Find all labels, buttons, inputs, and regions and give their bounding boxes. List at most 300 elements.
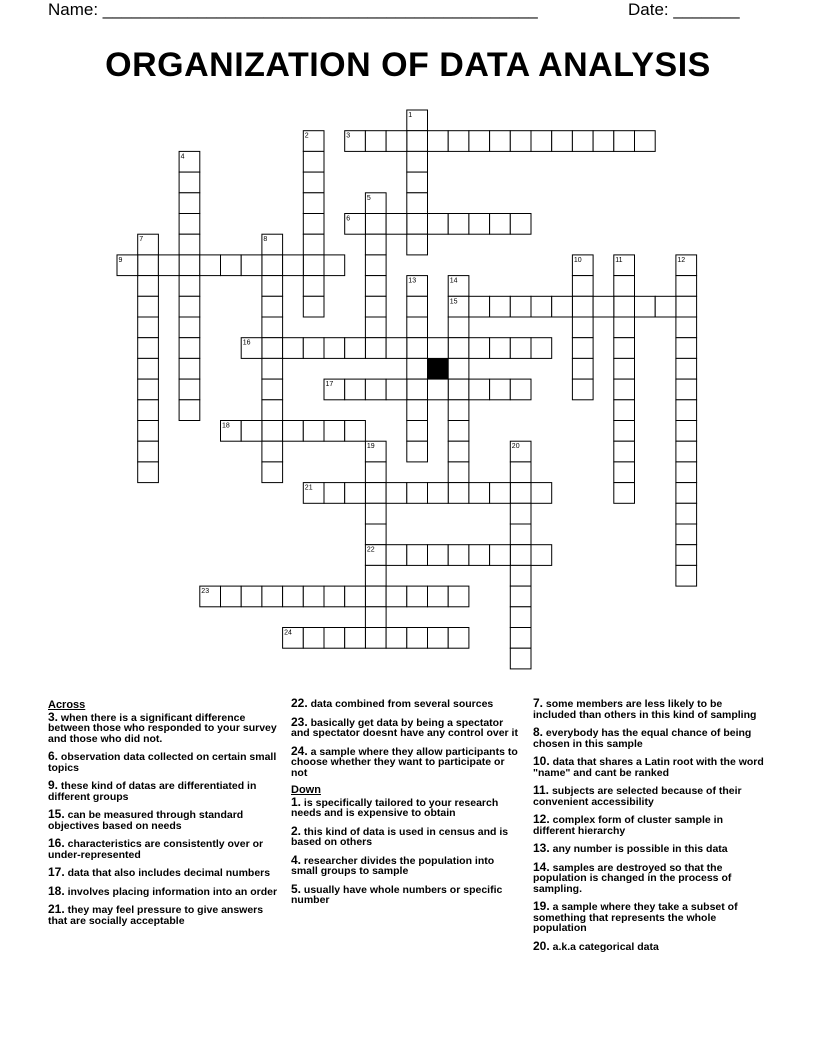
grid-cell[interactable] [428, 586, 449, 607]
grid-cell[interactable] [138, 338, 159, 359]
grid-cell[interactable] [676, 524, 697, 545]
grid-cell[interactable] [345, 483, 366, 504]
grid-cell[interactable] [510, 545, 531, 566]
clue-item [48, 780, 280, 802]
clue-item [533, 859, 765, 895]
grid-cell[interactable] [262, 358, 283, 379]
grid-cell[interactable] [510, 628, 531, 649]
clue-item [533, 698, 765, 720]
grid-cell[interactable] [635, 131, 656, 152]
grid-cell[interactable] [345, 338, 366, 359]
grid-cell[interactable] [676, 421, 697, 442]
clue-num: 21. [48, 902, 65, 916]
grid-cell[interactable] [510, 648, 531, 669]
grid-cell[interactable] [428, 214, 449, 235]
clue-number: 10 [573, 256, 582, 264]
grid-cell[interactable] [655, 296, 676, 317]
grid-cell[interactable] [303, 586, 324, 607]
grid-cell[interactable] [676, 400, 697, 421]
grid-cell[interactable] [365, 317, 386, 338]
grid-cell[interactable] [407, 628, 428, 649]
grid-cell[interactable] [407, 338, 428, 359]
grid-cell[interactable] [407, 421, 428, 442]
grid-cell[interactable] [200, 255, 221, 276]
grid-cell[interactable] [469, 131, 490, 152]
grid-cell[interactable] [262, 338, 283, 359]
grid-cell[interactable] [614, 379, 635, 400]
clue-item [291, 852, 523, 877]
grid-cell[interactable] [303, 421, 324, 442]
grid-cell[interactable] [407, 296, 428, 317]
clue-number: 15 [449, 298, 458, 306]
grid-cell[interactable] [365, 628, 386, 649]
clue-number: 13 [408, 277, 417, 285]
grid-cell[interactable] [469, 483, 490, 504]
clue-text: these kind of datas are differentiated in different groups [48, 780, 257, 803]
clue-column-1 [48, 698, 280, 933]
grid-cell[interactable] [365, 503, 386, 524]
grid-cell[interactable] [676, 545, 697, 566]
grid-cell[interactable] [572, 358, 593, 379]
clue-text: observation data collected on certain small topics [48, 751, 277, 774]
clue-item [291, 794, 523, 819]
grid-cell[interactable] [386, 214, 407, 235]
grid-cell[interactable] [428, 131, 449, 152]
grid-cell[interactable] [510, 503, 531, 524]
grid-cell[interactable] [407, 214, 428, 235]
grid-cell[interactable] [614, 338, 635, 359]
grid-cell[interactable] [593, 296, 614, 317]
grid-cell[interactable] [365, 131, 386, 152]
grid-cell[interactable] [262, 276, 283, 297]
clue-item [533, 938, 765, 953]
grid-cell[interactable] [324, 483, 345, 504]
grid-cell[interactable] [179, 276, 200, 297]
grid-cell[interactable] [469, 214, 490, 235]
grid-cell[interactable] [614, 462, 635, 483]
grid-cell[interactable] [303, 276, 324, 297]
grid-cell[interactable] [531, 545, 552, 566]
clue-column-2 [291, 698, 523, 913]
grid-cell[interactable] [179, 255, 200, 276]
grid-cell[interactable] [345, 628, 366, 649]
grid-cell[interactable] [262, 400, 283, 421]
clue-num: 4. [291, 852, 302, 867]
grid-cell[interactable] [138, 379, 159, 400]
clue-number: 12 [677, 256, 686, 264]
grid-cell[interactable] [262, 462, 283, 483]
clue-number: 20 [511, 443, 520, 451]
grid-cell[interactable] [510, 338, 531, 359]
clue-number: 11 [615, 256, 623, 264]
grid-cell[interactable] [283, 421, 304, 442]
grid-cell[interactable] [448, 441, 469, 462]
clue-num: 8. [533, 725, 544, 739]
grid-cell[interactable] [572, 379, 593, 400]
grid-cell[interactable] [490, 545, 511, 566]
grid-cell[interactable] [469, 296, 490, 317]
grid-cell[interactable] [138, 276, 159, 297]
grid-cell[interactable] [407, 234, 428, 255]
grid-cell[interactable] [510, 462, 531, 483]
clue-item [291, 714, 523, 739]
grid-cell[interactable] [365, 565, 386, 586]
grid-cell[interactable] [490, 214, 511, 235]
grid-cell[interactable] [469, 545, 490, 566]
grid-cell[interactable] [448, 545, 469, 566]
grid-cell[interactable] [510, 483, 531, 504]
clue-text: samples are destroyed so that the population is changed in the process of sampling. [533, 861, 732, 895]
grid-cell[interactable] [510, 607, 531, 628]
grid-cell[interactable] [552, 296, 573, 317]
clue-num: 11. [533, 783, 550, 797]
clue-item [291, 823, 523, 848]
grid-cell[interactable] [138, 441, 159, 462]
grid-cell[interactable] [614, 400, 635, 421]
grid-cell[interactable] [138, 296, 159, 317]
grid-cell[interactable] [221, 586, 242, 607]
clue-number: 3 [346, 132, 351, 140]
grid-cell[interactable] [676, 379, 697, 400]
clue-item [48, 809, 280, 831]
grid-cell[interactable] [407, 483, 428, 504]
grid-cell[interactable] [448, 462, 469, 483]
grid-cell[interactable] [262, 421, 283, 442]
grid-cell[interactable] [490, 338, 511, 359]
grid-cell[interactable] [407, 358, 428, 379]
grid-cell[interactable] [386, 483, 407, 504]
grid-cell[interactable] [324, 255, 345, 276]
grid-cell[interactable] [386, 338, 407, 359]
clue-text: subjects are selected because of their convenient accessibility [533, 785, 742, 808]
grid-cell[interactable] [490, 483, 511, 504]
grid-cell[interactable] [241, 421, 262, 442]
clue-num: 14. [533, 859, 550, 874]
grid-cell[interactable] [614, 421, 635, 442]
clue-text: a.k.a categorical data [549, 940, 659, 953]
grid-cell[interactable] [428, 483, 449, 504]
clue-number: 22 [366, 546, 375, 554]
grid-cell[interactable] [179, 317, 200, 338]
clue-item [48, 751, 280, 773]
grid-cell[interactable] [510, 586, 531, 607]
clue-item [533, 756, 765, 778]
grid-cell[interactable] [262, 441, 283, 462]
grid-cell[interactable] [407, 172, 428, 193]
grid-cell[interactable] [303, 628, 324, 649]
grid-cell[interactable] [490, 296, 511, 317]
clue-num: 18. [48, 883, 65, 898]
grid-cell[interactable] [676, 338, 697, 359]
grid-cell[interactable] [676, 441, 697, 462]
name-line: Name: ______________________________________________ [48, 0, 538, 19]
clue-number: 17 [325, 381, 334, 389]
clue-number: 6 [346, 215, 351, 223]
clue-number: 7 [139, 236, 144, 244]
grid-cell[interactable] [138, 358, 159, 379]
clue-num: 10. [533, 754, 550, 768]
grid-cell[interactable] [365, 255, 386, 276]
grid-cell[interactable] [262, 379, 283, 400]
grid-cell[interactable] [614, 276, 635, 297]
grid-cell[interactable] [365, 296, 386, 317]
clue-text: any number is possible in this data [549, 843, 728, 855]
clue-number: 16 [242, 339, 251, 347]
grid-cell[interactable] [386, 586, 407, 607]
grid-cell[interactable] [531, 338, 552, 359]
clue-text: usually have whole numbers or specific number [291, 883, 503, 906]
grid-cell[interactable] [365, 214, 386, 235]
grid-cell[interactable] [303, 172, 324, 193]
grid-cell[interactable] [448, 214, 469, 235]
grid-cell[interactable] [593, 131, 614, 152]
grid-cell[interactable] [138, 421, 159, 442]
down-heading: Down [291, 784, 321, 796]
date-line: Date: _______ [628, 0, 740, 19]
clue-item [291, 743, 523, 779]
grid-cell[interactable] [448, 628, 469, 649]
grid-cell[interactable] [303, 151, 324, 172]
grid-cell[interactable] [407, 545, 428, 566]
grid-cell[interactable] [490, 379, 511, 400]
grid-cell[interactable] [676, 296, 697, 317]
grid-cell[interactable] [365, 462, 386, 483]
grid-cell[interactable] [676, 483, 697, 504]
clue-text: involves placing information into an order [64, 885, 278, 898]
grid-cell[interactable] [510, 524, 531, 545]
grid-cell[interactable] [158, 255, 179, 276]
grid-cell[interactable] [324, 628, 345, 649]
grid-cell[interactable] [448, 586, 469, 607]
grid-cell[interactable] [365, 338, 386, 359]
grid-cell[interactable] [138, 400, 159, 421]
clue-text: a sample where they take a subset of something that represents the whole population [533, 901, 738, 934]
clue-column-3 [533, 698, 765, 959]
clue-text: when there is a significant difference between those who responded to your survey and those who did not. [48, 711, 277, 745]
grid-cell[interactable] [407, 400, 428, 421]
grid-cell[interactable] [572, 296, 593, 317]
grid-cell[interactable] [303, 234, 324, 255]
grid-cell[interactable] [614, 483, 635, 504]
grid-cell[interactable] [386, 131, 407, 152]
grid-cell[interactable] [572, 338, 593, 359]
grid-cell[interactable] [510, 296, 531, 317]
clue-text: is specifically tailored to your research needs and is expensive to obtain [291, 796, 499, 819]
clue-text: some members are less likely to be included than others in this kind of sampling [533, 698, 757, 721]
clue-num: 22. [291, 696, 308, 710]
grid-cell[interactable] [407, 131, 428, 152]
grid-cell[interactable] [510, 379, 531, 400]
grid-cell[interactable] [614, 296, 635, 317]
grid-cell[interactable] [448, 338, 469, 359]
grid-cell[interactable] [448, 358, 469, 379]
clue-item [48, 904, 280, 926]
grid-cell[interactable] [614, 441, 635, 462]
grid-cell[interactable] [324, 586, 345, 607]
grid-cell[interactable] [283, 255, 304, 276]
grid-cell[interactable] [448, 421, 469, 442]
grid-cell[interactable] [138, 255, 159, 276]
grid-cell[interactable] [262, 296, 283, 317]
grid-cell[interactable] [303, 255, 324, 276]
grid-cell[interactable] [510, 131, 531, 152]
grid-cell[interactable] [262, 255, 283, 276]
grid-cell[interactable] [407, 379, 428, 400]
grid-cell[interactable] [262, 586, 283, 607]
grid-cell[interactable] [448, 483, 469, 504]
grid-cell[interactable] [407, 151, 428, 172]
grid-cell[interactable] [179, 358, 200, 379]
grid-cell[interactable] [179, 400, 200, 421]
grid-cell[interactable] [572, 131, 593, 152]
clue-num: 15. [48, 807, 65, 821]
blocked-cell [428, 358, 449, 379]
grid-cell[interactable] [365, 483, 386, 504]
grid-cell[interactable] [676, 462, 697, 483]
grid-cell[interactable] [428, 545, 449, 566]
grid-cell[interactable] [365, 586, 386, 607]
grid-cell[interactable] [365, 524, 386, 545]
grid-cell[interactable] [531, 296, 552, 317]
grid-cell[interactable] [614, 131, 635, 152]
grid-cell[interactable] [448, 131, 469, 152]
grid-cell[interactable] [179, 379, 200, 400]
grid-cell[interactable] [303, 296, 324, 317]
clue-number: 8 [263, 236, 268, 244]
clue-number: 4 [180, 153, 185, 161]
clue-text: data that shares a Latin root with the word "name" and cant be ranked [533, 756, 764, 779]
clue-item [291, 881, 523, 906]
clue-num: 20. [533, 938, 550, 953]
grid-cell[interactable] [407, 317, 428, 338]
clue-item [48, 867, 280, 879]
grid-cell[interactable] [407, 441, 428, 462]
grid-cell[interactable] [407, 586, 428, 607]
grid-cell[interactable] [365, 607, 386, 628]
clue-num: 13. [533, 841, 550, 855]
grid-cell[interactable] [448, 379, 469, 400]
grid-cell[interactable] [572, 276, 593, 297]
clue-item [291, 698, 523, 710]
clue-num: 1. [291, 794, 302, 809]
grid-cell[interactable] [676, 503, 697, 524]
grid-cell[interactable] [138, 462, 159, 483]
across-heading: Across [48, 699, 86, 711]
grid-cell[interactable] [531, 131, 552, 152]
grid-cell[interactable] [179, 193, 200, 214]
clue-num: 19. [533, 899, 550, 913]
grid-cell[interactable] [676, 276, 697, 297]
clue-num: 12. [533, 812, 550, 826]
grid-cell[interactable] [510, 214, 531, 235]
grid-cell[interactable] [365, 234, 386, 255]
grid-cell[interactable] [324, 338, 345, 359]
grid-cell[interactable] [428, 338, 449, 359]
grid-cell[interactable] [386, 379, 407, 400]
clue-number: 9 [118, 256, 123, 264]
grid-cell[interactable] [138, 317, 159, 338]
grid-cell[interactable] [365, 379, 386, 400]
clue-number: 2 [304, 132, 309, 140]
grid-cell[interactable] [179, 234, 200, 255]
grid-cell[interactable] [552, 131, 573, 152]
grid-cell[interactable] [531, 483, 552, 504]
clue-item [48, 883, 280, 898]
grid-cell[interactable] [303, 214, 324, 235]
grid-cell[interactable] [407, 193, 428, 214]
grid-cell[interactable] [676, 565, 697, 586]
grid-cell[interactable] [614, 317, 635, 338]
grid-cell[interactable] [676, 317, 697, 338]
grid-cell[interactable] [490, 131, 511, 152]
grid-cell[interactable] [572, 317, 593, 338]
grid-cell[interactable] [635, 296, 656, 317]
clue-num: 23. [291, 714, 308, 729]
clue-text: basically get data by being a spectator and spectator doesnt have any control over it [291, 716, 518, 739]
grid-cell[interactable] [345, 586, 366, 607]
clue-number: 24 [284, 629, 292, 637]
grid-cell[interactable] [428, 379, 449, 400]
grid-cell[interactable] [179, 172, 200, 193]
grid-cell[interactable] [448, 317, 469, 338]
grid-cell[interactable] [365, 276, 386, 297]
clue-text: this kind of data is used in census and is based on others [291, 825, 509, 848]
clue-num: 16. [48, 836, 65, 850]
grid-cell[interactable] [386, 545, 407, 566]
grid-cell[interactable] [303, 193, 324, 214]
clue-number: 18 [222, 422, 230, 430]
grid-cell[interactable] [614, 358, 635, 379]
grid-cell[interactable] [221, 255, 242, 276]
grid-cell[interactable] [324, 421, 345, 442]
grid-cell[interactable] [283, 338, 304, 359]
grid-cell[interactable] [303, 338, 324, 359]
grid-cell[interactable] [469, 379, 490, 400]
clue-num: 7. [533, 696, 544, 710]
clue-number: 1 [408, 112, 413, 119]
clue-item [48, 838, 280, 860]
clue-text: data combined from several sources [307, 698, 494, 710]
clue-text: data that also includes decimal numbers [64, 867, 271, 879]
grid-cell[interactable] [428, 628, 449, 649]
grid-cell[interactable] [469, 338, 490, 359]
grid-cell[interactable] [179, 338, 200, 359]
grid-cell[interactable] [283, 586, 304, 607]
clue-num: 2. [291, 823, 302, 838]
grid-cell[interactable] [676, 358, 697, 379]
clue-text: they may feel pressure to give answers that are socially acceptable [48, 904, 264, 927]
clue-text: everybody has the equal chance of being chosen in this sample [533, 727, 752, 750]
grid-cell[interactable] [241, 586, 262, 607]
clue-text: a sample where they allow participants to choose whether they want to participate or not [291, 745, 518, 779]
grid-cell[interactable] [386, 628, 407, 649]
clue-num: 17. [48, 865, 65, 879]
grid-cell[interactable] [262, 317, 283, 338]
clue-number: 5 [366, 194, 371, 202]
clue-item [533, 901, 765, 934]
clue-text: researcher divides the population into small groups to sample [291, 854, 495, 877]
grid-cell[interactable] [179, 214, 200, 235]
grid-cell[interactable] [345, 379, 366, 400]
grid-cell[interactable] [241, 255, 262, 276]
clue-item [533, 785, 765, 807]
clue-number: 19 [366, 443, 375, 451]
clue-number: 21 [304, 484, 313, 492]
grid-cell[interactable] [179, 296, 200, 317]
grid-cell[interactable] [510, 565, 531, 586]
grid-cell[interactable] [448, 400, 469, 421]
grid-cell[interactable] [345, 421, 366, 442]
